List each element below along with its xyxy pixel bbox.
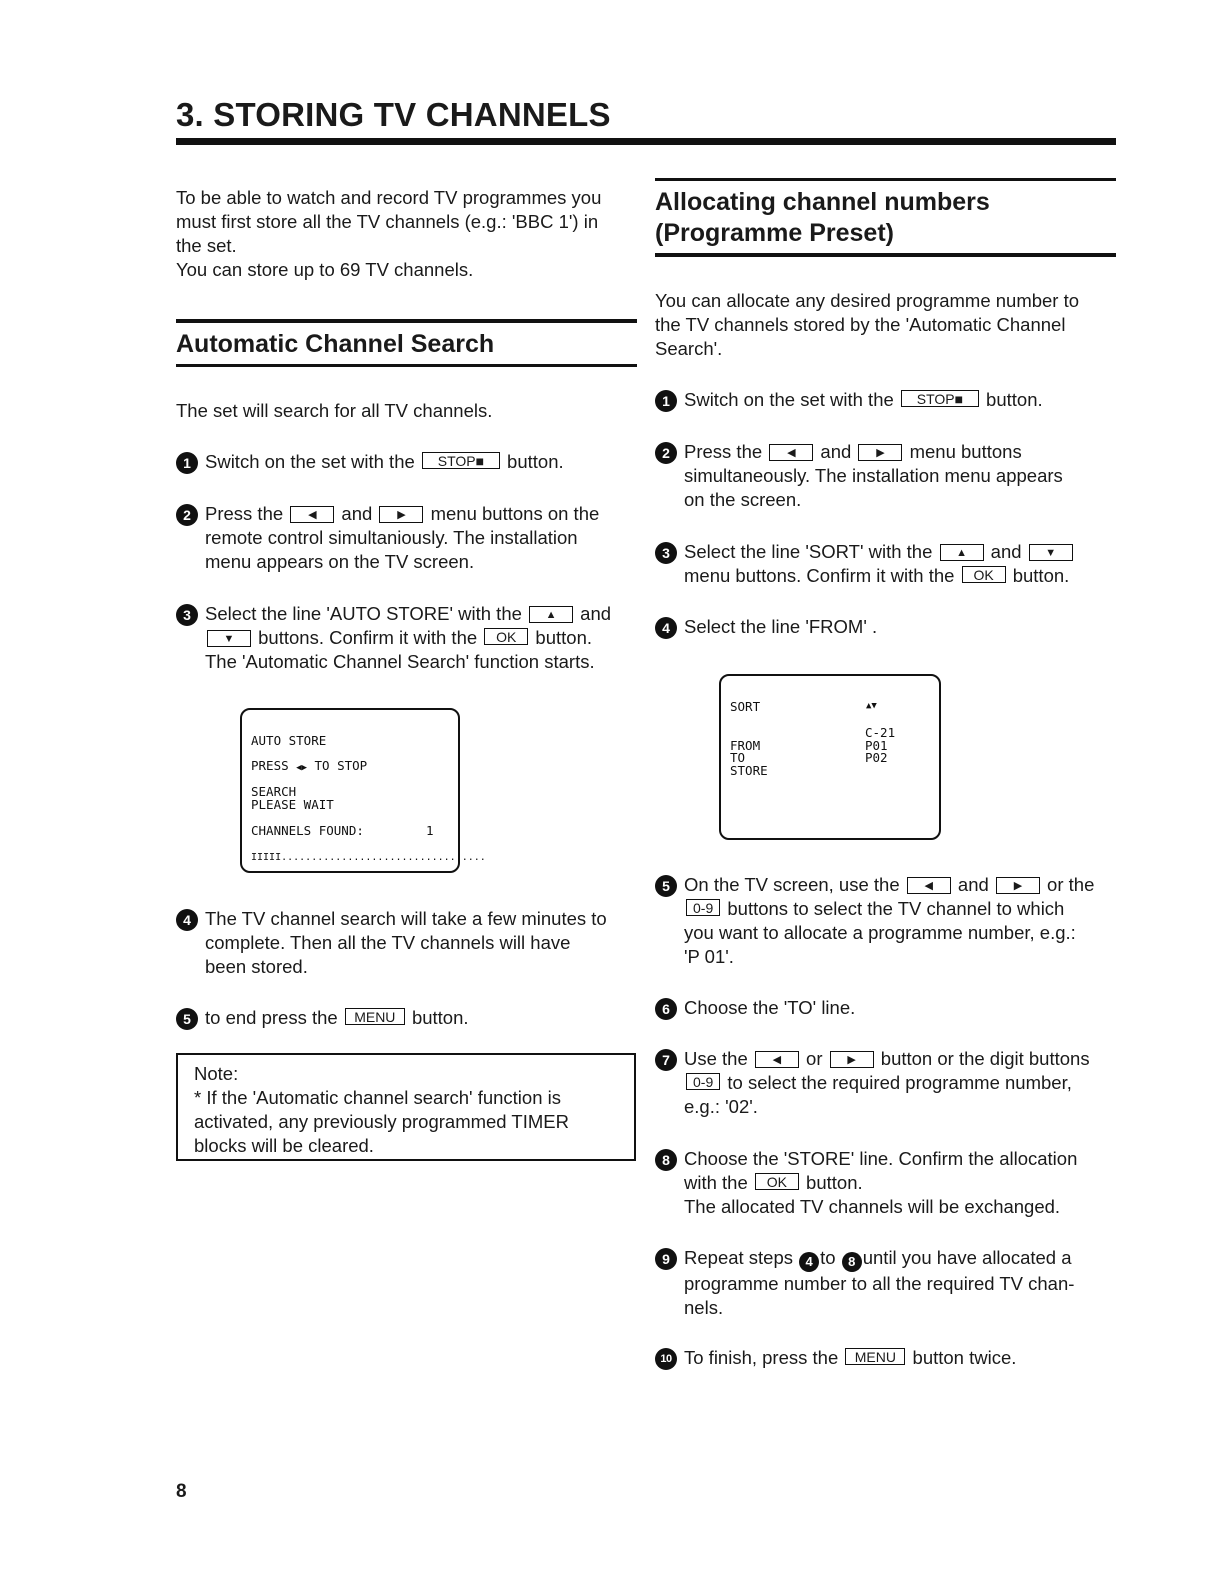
step-ref-badge: 8 <box>842 1252 862 1272</box>
ok-key: OK <box>755 1173 799 1190</box>
step-text: The allocated TV channels will be exchanged. <box>684 1196 1061 1217</box>
note-box <box>176 1053 636 1161</box>
step-text: Select the line 'AUTO STORE' with the <box>205 603 528 624</box>
left-intro <box>176 186 636 282</box>
step-text: and <box>575 603 612 624</box>
step-text: buttons. Confirm it with the <box>253 627 483 648</box>
step-text: or the <box>1041 874 1095 895</box>
step-text: remote control simultaniously. The installation <box>205 527 578 548</box>
step-number: 2 <box>655 442 677 464</box>
arrows-icon: ◀▶ <box>296 763 307 773</box>
down-key: ▼ <box>207 630 251 647</box>
step-text: The TV channel search will take a few minutes to <box>205 908 607 929</box>
auto-search-lead: The set will search for all TV channels. <box>176 400 493 421</box>
intro-line: To be able to watch and record TV programmes you <box>176 187 602 208</box>
step-text: button. <box>980 389 1043 410</box>
auto-step-5 <box>176 1006 636 1032</box>
down-key: ▼ <box>1029 544 1073 561</box>
ok-key: OK <box>962 566 1006 583</box>
ok-key: OK <box>484 628 528 645</box>
step-text: 'P 01'. <box>684 946 734 967</box>
step-text: Choose the 'TO' line. <box>684 997 856 1018</box>
left-key: ◀ <box>755 1051 799 1068</box>
note-line: blocks will be cleared. <box>194 1135 374 1156</box>
digit-keys: 0-9 <box>686 899 720 916</box>
preset-intro <box>655 289 1116 361</box>
step-text: nels. <box>684 1297 724 1318</box>
sort-menu-screen <box>719 674 941 840</box>
step-number: 7 <box>655 1049 677 1071</box>
step-text: e.g.: '02'. <box>684 1096 758 1117</box>
preset-step-8 <box>655 1147 1116 1221</box>
step-number: 3 <box>655 542 677 564</box>
channels-found-count: 1 <box>426 823 434 838</box>
step-text: been stored. <box>205 956 308 977</box>
step-text: to select the required programme number, <box>722 1072 1072 1093</box>
screen-text: PRESS <box>251 758 297 773</box>
step-text: button. <box>800 1172 863 1193</box>
screen-line: TO <box>730 750 746 765</box>
step-number: 9 <box>655 1248 677 1270</box>
section-rule-top <box>176 319 637 323</box>
step-text: and <box>815 441 857 462</box>
right-key: ▶ <box>858 444 902 461</box>
menu-key: MENU <box>845 1348 905 1365</box>
up-down-icon: ▲▼ <box>866 701 877 711</box>
step-text: Select the line 'SORT' with the <box>684 541 938 562</box>
page-title: 3. STORING TV CHANNELS <box>176 96 611 133</box>
step-text: menu buttons. Confirm it with the <box>684 565 960 586</box>
step-text: menu buttons on the <box>425 503 600 524</box>
step-text: and <box>952 874 994 895</box>
step-number: 4 <box>655 617 677 639</box>
right-key: ▶ <box>996 877 1040 894</box>
note-title: Note: <box>194 1063 239 1084</box>
preset-step-7 <box>655 1047 1116 1121</box>
step-text: on the screen. <box>684 489 802 510</box>
intro-line: You can store up to 69 TV channels. <box>176 259 474 280</box>
step-text: buttons to select the TV channel to which <box>722 898 1065 919</box>
preset-rule-bottom <box>655 253 1116 257</box>
screen-text: TO STOP <box>307 758 368 773</box>
right-key: ▶ <box>379 506 423 523</box>
intro-line: the TV channels stored by the 'Automatic Channel <box>655 314 1066 335</box>
screen-line: AUTO STORE <box>251 733 327 748</box>
auto-step-1 <box>176 450 636 476</box>
step-text: Switch on the set with the <box>205 451 420 472</box>
step-text: menu appears on the TV screen. <box>205 551 475 572</box>
menu-key: MENU <box>345 1008 405 1025</box>
step-text: Press the <box>205 503 289 524</box>
step-number: 3 <box>176 604 198 626</box>
section-heading-preset <box>655 187 990 249</box>
left-key: ◀ <box>769 444 813 461</box>
step-text: button or the digit buttons <box>875 1048 1090 1069</box>
heading-line: (Programme Preset) <box>655 219 894 247</box>
step-number: 5 <box>655 875 677 897</box>
step-text: button. <box>1007 565 1070 586</box>
preset-step-10 <box>655 1346 1116 1372</box>
preset-step-9 <box>655 1246 1116 1320</box>
step-text: complete. Then all the TV channels will have <box>205 932 571 953</box>
screen-line: SEARCH <box>251 784 297 799</box>
screen-line: STORE <box>730 763 768 778</box>
left-key: ◀ <box>290 506 334 523</box>
section-heading-auto-search: Automatic Channel Search <box>176 330 495 358</box>
title-rule <box>176 138 1116 145</box>
step-text: button twice. <box>907 1347 1017 1368</box>
step-text: Switch on the set with the <box>684 389 899 410</box>
auto-step-4 <box>176 907 636 981</box>
step-text: with the <box>684 1172 753 1193</box>
intro-line: You can allocate any desired programme number to <box>655 290 1080 311</box>
step-text: programme number to all the required TV chan- <box>684 1273 1075 1294</box>
intro-line: Search'. <box>655 338 723 359</box>
step-text: to end press the <box>205 1007 343 1028</box>
screen-line: SORT <box>730 699 761 714</box>
up-key: ▲ <box>940 544 984 561</box>
step-number: 1 <box>176 452 198 474</box>
screen-value: P02 <box>865 750 888 765</box>
step-text: Select the line 'FROM' . <box>684 616 878 637</box>
up-key: ▲ <box>529 606 573 623</box>
page-number: 8 <box>176 1481 187 1502</box>
step-text: Press the <box>684 441 768 462</box>
preset-step-3 <box>655 540 1116 590</box>
step-text: Repeat steps <box>684 1247 799 1268</box>
step-number: 4 <box>176 909 198 931</box>
preset-rule-top <box>655 178 1116 181</box>
search-progress: IIIII.................................. <box>251 852 486 863</box>
note-line: activated, any previously programmed TIMER <box>194 1111 569 1132</box>
preset-step-1 <box>655 388 1116 414</box>
preset-step-5 <box>655 873 1116 971</box>
step-text: On the TV screen, use the <box>684 874 905 895</box>
preset-step-6 <box>655 996 1116 1022</box>
intro-line: must first store all the TV channels (e.g.: 'BBC 1') in <box>176 211 599 232</box>
step-text: Use the <box>684 1048 753 1069</box>
step-text: you want to allocate a programme number, e.g.: <box>684 922 1076 943</box>
step-text: menu buttons <box>904 441 1022 462</box>
preset-step-2 <box>655 440 1116 514</box>
auto-step-2 <box>176 502 636 576</box>
right-key: ▶ <box>830 1051 874 1068</box>
step-number: 8 <box>655 1149 677 1171</box>
stop-key: STOP■ <box>422 452 500 469</box>
step-text: and <box>336 503 378 524</box>
note-line: * If the 'Automatic channel search' function is <box>194 1087 561 1108</box>
screen-value: C-21 <box>865 725 896 740</box>
auto-store-screen <box>240 708 486 873</box>
step-number: 5 <box>176 1008 198 1030</box>
screen-line: PLEASE WAIT <box>251 797 334 812</box>
section-rule-bottom <box>176 364 637 367</box>
step-text: button. <box>530 627 593 648</box>
digit-keys: 0-9 <box>686 1073 720 1090</box>
screen-line <box>251 759 367 775</box>
step-text: simultaneously. The installation menu appears <box>684 465 1063 486</box>
step-text: to <box>820 1247 841 1268</box>
step-text: To finish, press the <box>684 1347 844 1368</box>
step-text: button. <box>406 1007 469 1028</box>
screen-line: FROM <box>730 738 761 753</box>
step-text: The 'Automatic Channel Search' function starts. <box>205 651 595 672</box>
left-key: ◀ <box>907 877 951 894</box>
step-ref-badge: 4 <box>799 1252 819 1272</box>
step-number: 2 <box>176 504 198 526</box>
stop-key: STOP■ <box>901 390 979 407</box>
step-number: 6 <box>655 998 677 1020</box>
intro-line: the set. <box>176 235 237 256</box>
auto-step-3 <box>176 602 636 676</box>
screen-line: CHANNELS FOUND: <box>251 823 364 838</box>
step-number: 10 <box>655 1348 677 1370</box>
step-text: button. <box>501 451 564 472</box>
step-text: and <box>985 541 1027 562</box>
screen-value: P01 <box>865 738 888 753</box>
preset-step-4 <box>655 615 1116 641</box>
step-number: 1 <box>655 390 677 412</box>
step-text: Choose the 'STORE' line. Confirm the allocation <box>684 1148 1078 1169</box>
step-text: until you have allocated a <box>862 1247 1072 1268</box>
step-text: or <box>800 1048 828 1069</box>
heading-line: Allocating channel numbers <box>655 188 990 216</box>
